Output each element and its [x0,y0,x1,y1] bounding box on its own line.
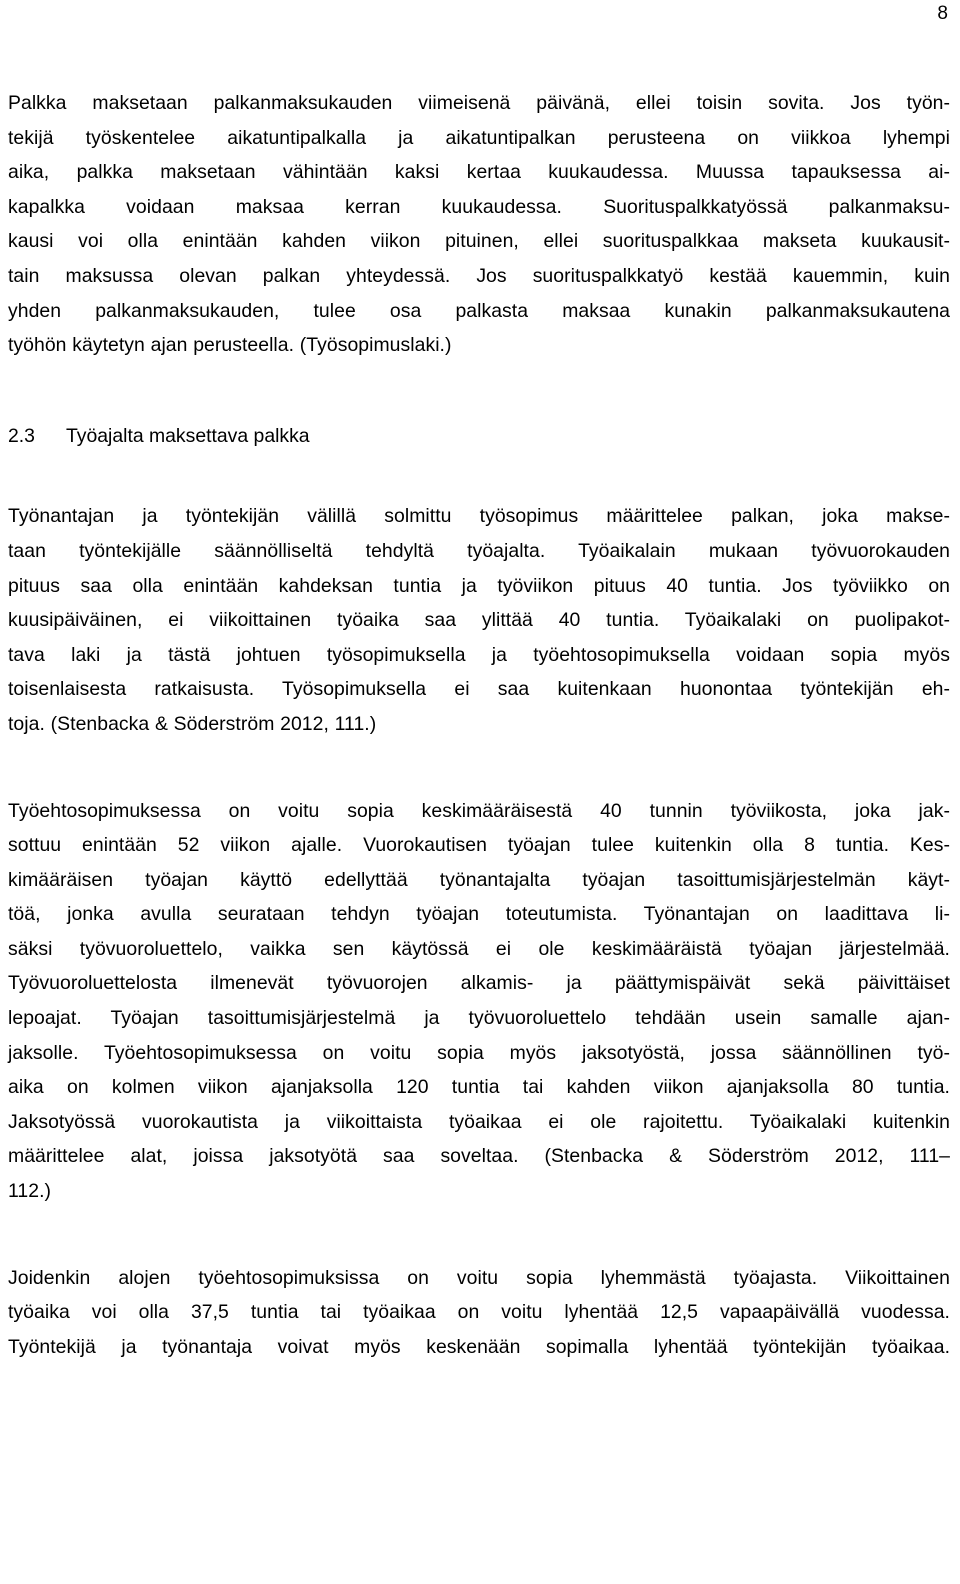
text-line: kimääräisen työajan käyttö edellyttää työnantajalta työajan tasoittumisjärjestelmän käyt- [8,868,950,891]
section-heading [8,419,950,454]
text-line: pituus saa olla enintään kahdeksan tuntia ja työviikon pituus 40 tuntia. Jos työviikko on [8,574,950,597]
text-line: Työnantajan ja työntekijän välillä solmittu työsopimus määrittelee palkan, joka makse- [8,505,950,528]
text-line: tava laki ja tästä johtuen työsopimuksella ja työehtosopimuksella voidaan sopia myös [8,643,950,666]
text-line: kapalkka voidaan maksaa kerran kuukaudessa. Suorituspalkkatyössä palkanmaksu- [8,195,950,218]
text-line: lepoajat. Työajan tasoittumisjärjestelmä ja työvuoroluettelo tehdään usein samalle ajan- [8,1007,950,1030]
text-line: määrittelee alat, joissa jaksotyötä saa soveltaa. (Stenbacka & Söderström 2012, 111– [8,1145,950,1168]
paragraph-wage-payment-period [8,86,950,363]
text-line: yhden palkanmaksukauden, tulee osa palkasta maksaa kunakin palkanmaksukautena [8,299,950,322]
text-line: aika, palkka maksetaan vähintään kaksi kertaa kuukaudessa. Muussa tapauksessa ai- [8,161,950,184]
text-line: jaksolle. Työehtosopimuksessa on voitu sopia myös jaksotyöstä, jossa säännöllinen työ- [8,1041,950,1064]
text-line: Työehtosopimuksessa on voitu sopia keskimääräisestä 40 tunnin työviikosta, joka jak- [8,799,950,822]
text-line: taan työntekijälle säännölliseltä tehdyltä työajalta. Työaikalain mukaan työvuorokauden [8,539,950,562]
text-line: työaika voi olla 37,5 tuntia tai työaikaa on voitu lyhentää 12,5 vapaapäivällä vuodessa. [8,1301,950,1324]
text-line: Työvuoroluettelosta ilmenevät työvuorojen alkamis- ja päättymispäivät sekä päivittäiset [8,972,950,995]
text-line: kausi voi olla enintään kahden viikon pituinen, ellei suorituspalkkaa makseta kuukausit- [8,230,950,253]
text-line: sottuu enintään 52 viikon ajalle. Vuorokautisen työajan tulee kuitenkin olla 8 tuntia. Kes- [8,834,950,857]
section-title: Työajalta maksettava palkka [66,424,310,447]
paragraph-gap [8,1209,950,1261]
text-line: kuusipäiväinen, ei viikoittainen työaika saa ylittää 40 tuntia. Työaikalaki on puolipakot- [8,609,950,632]
paragraph-collective-agreement [8,794,950,1209]
text-line: Työntekijä ja työnantaja voivat myös keskenään sopimalla lyhentää työntekijän työaikaa. [8,1335,950,1358]
text-line: töä, jonka avulla seurataan tehdyn työajan toteutumista. Työnantajan on laadittava li- [8,903,950,926]
text-line: tekijä työskentelee aikatuntipalkalla ja aikatuntipalkan perusteena on viikkoa lyhempi [8,126,950,149]
text-line: säksi työvuoroluettelo, vaikka sen käytössä ei ole keskimääräistä työajan järjestelmää. [8,937,950,960]
text-line: Jaksotyössä vuorokautista ja viikoittaista työaikaa ei ole rajoitettu. Työaikalaki kuitenkin [8,1110,950,1133]
text-line: Joidenkin alojen työehtosopimuksissa on voitu sopia lyhemmästä työajasta. Viikoittainen [8,1266,950,1289]
text-line: toisenlaisesta ratkaisusta. Työsopimuksella ei saa kuitenkaan huonontaa työntekijän eh- [8,678,950,701]
text-line: Palkka maksetaan palkanmaksukauden viimeisenä päivänä, ellei toisin sovita. Jos työn- [8,92,950,114]
section-number: 2.3 [8,424,35,447]
page-number: 8 [937,3,948,24]
text-line: aika on kolmen viikon ajanjaksolla 120 tuntia tai kahden viikon ajanjaksolla 80 tuntia. [8,1076,950,1099]
paragraph-gap [8,742,950,794]
paragraph-employment-contract [8,499,950,741]
text-line: työhön käytetyn ajan perusteella. (Työsopimuslaki.) [8,334,452,357]
text-line: toja. (Stenbacka & Söderström 2012, 111.) [8,712,377,735]
document-body [8,86,950,1364]
paragraph-shorter-working-time [8,1261,950,1365]
text-line: 112.) [8,1180,52,1203]
text-line: tain maksussa olevan palkan yhteydessä. Jos suorituspalkkatyö kestää kauemmin, kuin [8,264,950,287]
